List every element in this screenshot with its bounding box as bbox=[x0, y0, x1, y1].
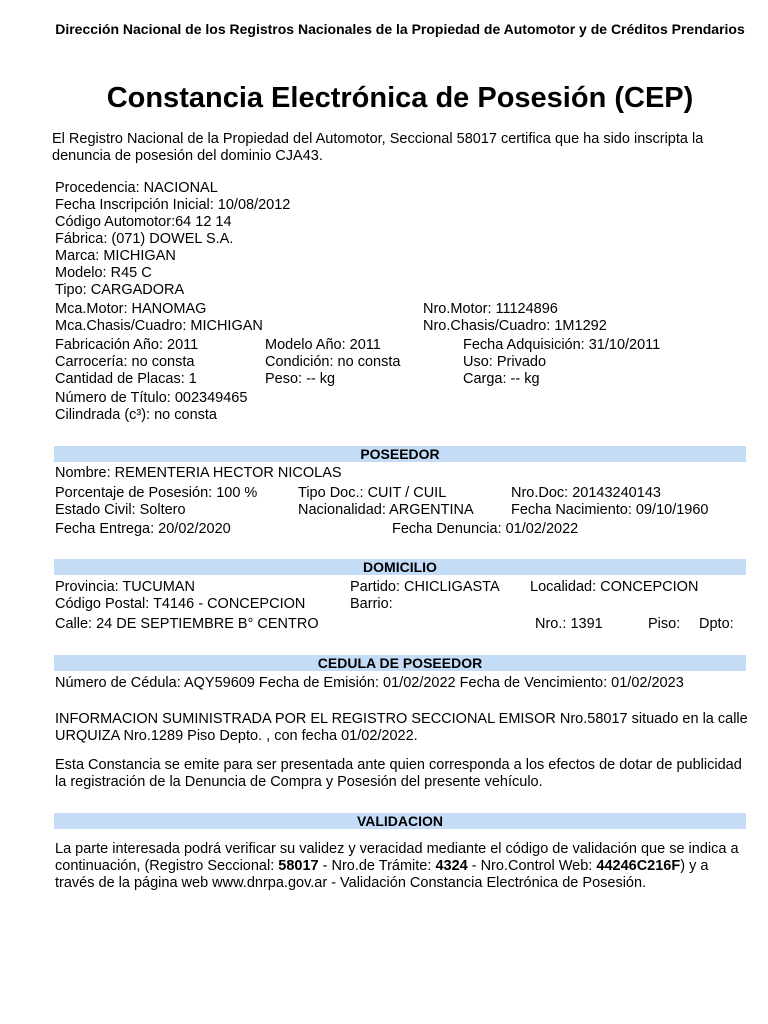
poseedor-nombre: Nombre: REMENTERIA HECTOR NICOLAS bbox=[55, 465, 342, 481]
modelo: Modelo: R45 C bbox=[55, 265, 152, 281]
validacion-text-part-2: - Nro.de Trámite: bbox=[318, 858, 436, 874]
document-title: Constancia Electrónica de Posesión (CEP) bbox=[106, 82, 694, 114]
estado-civil: Estado Civil: Soltero bbox=[55, 502, 186, 518]
domicilio-heading: DOMICILIO bbox=[54, 559, 746, 575]
nacionalidad: Nacionalidad: ARGENTINA bbox=[298, 502, 474, 518]
carga: Carga: -- kg bbox=[463, 371, 540, 387]
fecha-denuncia: Fecha Denuncia: 01/02/2022 bbox=[392, 521, 579, 537]
porcentaje-posesion: Porcentaje de Posesión: 100 % bbox=[55, 485, 258, 501]
registro-seccional: 58017 bbox=[278, 858, 319, 874]
tipo-doc: Tipo Doc.: CUIT / CUIL bbox=[298, 485, 447, 501]
agency-name: Dirección Nacional de los Registros Nacionales de la Propiedad de Automotor y de Créditos Prendarios bbox=[55, 21, 745, 37]
nro-tramite: 4324 bbox=[435, 858, 468, 874]
nro-chasis: Nro.Chasis/Cuadro: 1M1292 bbox=[423, 318, 607, 334]
cedula-line: Número de Cédula: AQY59609 Fecha de Emisión: 01/02/2022 Fecha de Vencimiento: 01/02/2023 bbox=[55, 675, 684, 691]
fecha-entrega: Fecha Entrega: 20/02/2020 bbox=[55, 521, 231, 537]
intro-paragraph: El Registro Nacional de la Propiedad del Automotor, Seccional 58017 certifica que ha sido inscripta la denuncia de posesión del dominio CJA43. bbox=[52, 131, 704, 164]
codigo-postal: Código Postal: T4146 - CONCEPCION bbox=[55, 596, 306, 612]
procedencia: Procedencia: NACIONAL bbox=[55, 180, 218, 196]
codigo-automotor: Código Automotor:64 12 14 bbox=[55, 214, 232, 230]
validacion-text bbox=[55, 841, 750, 892]
cantidad-placas: Cantidad de Placas: 1 bbox=[55, 371, 197, 387]
modelo-anio: Modelo Año: 2011 bbox=[265, 337, 381, 353]
poseedor-heading: POSEEDOR bbox=[54, 446, 746, 462]
validacion-text-part-4: ) y a través de la página web www.dnrpa.gov.ar - Validación Constancia Electrónica de Posesión. bbox=[55, 858, 709, 891]
info-registro: INFORMACION SUMINISTRADA POR EL REGISTRO SECCIONAL EMISOR Nro.58017 situado en la calle URQUIZA Nro.1289 Piso Depto. , con fecha 01/02/2022. bbox=[55, 711, 748, 744]
marca: Marca: MICHIGAN bbox=[55, 248, 176, 264]
constancia-note: Esta Constancia se emite para ser presentada ante quien corresponda a los efectos de dotar de publicidad la registración de la Denuncia de Compra y Posesión del presente vehículo. bbox=[55, 757, 742, 790]
piso: Piso: bbox=[648, 616, 681, 632]
mca-chasis: Mca.Chasis/Cuadro: MICHIGAN bbox=[55, 318, 263, 334]
barrio: Barrio: bbox=[350, 596, 393, 612]
provincia: Provincia: TUCUMAN bbox=[55, 579, 195, 595]
carroceria: Carrocería: no consta bbox=[55, 354, 195, 370]
calle: Calle: 24 DE SEPTIEMBRE B° CENTRO bbox=[55, 616, 319, 632]
localidad: Localidad: CONCEPCION bbox=[530, 579, 699, 595]
validacion-heading: VALIDACION bbox=[54, 813, 746, 829]
fecha-adquisicion: Fecha Adquisición: 31/10/2011 bbox=[463, 337, 661, 353]
condicion: Condición: no consta bbox=[265, 354, 401, 370]
cilindrada: Cilindrada (c³): no consta bbox=[55, 407, 217, 423]
nro-control-web: 44246C216F bbox=[596, 858, 681, 874]
tipo: Tipo: CARGADORA bbox=[55, 282, 185, 298]
uso: Uso: Privado bbox=[463, 354, 547, 370]
dpto: Dpto: bbox=[699, 616, 734, 632]
fecha-nacimiento: Fecha Nacimiento: 09/10/1960 bbox=[511, 502, 709, 518]
cedula-heading: CEDULA DE POSEEDOR bbox=[54, 655, 746, 671]
validacion-text-part-3: - Nro.Control Web: bbox=[467, 858, 597, 874]
validacion-text-part-1: La parte interesada podrá verificar su validez y veracidad mediante el código de validación que se indica a continuación, (Registro Seccional: bbox=[55, 841, 739, 874]
fecha-inscripcion: Fecha Inscripción Inicial: 10/08/2012 bbox=[55, 197, 291, 213]
numero-calle: Nro.: 1391 bbox=[535, 616, 603, 632]
fabrica: Fábrica: (071) DOWEL S.A. bbox=[55, 231, 234, 247]
fabricacion-anio: Fabricación Año: 2011 bbox=[55, 337, 199, 353]
nro-doc: Nro.Doc: 20143240143 bbox=[511, 485, 661, 501]
partido: Partido: CHICLIGASTA bbox=[350, 579, 500, 595]
numero-titulo: Número de Título: 002349465 bbox=[55, 390, 248, 406]
peso: Peso: -- kg bbox=[265, 371, 336, 387]
mca-motor: Mca.Motor: HANOMAG bbox=[55, 301, 207, 317]
nro-motor: Nro.Motor: 11124896 bbox=[423, 301, 558, 317]
